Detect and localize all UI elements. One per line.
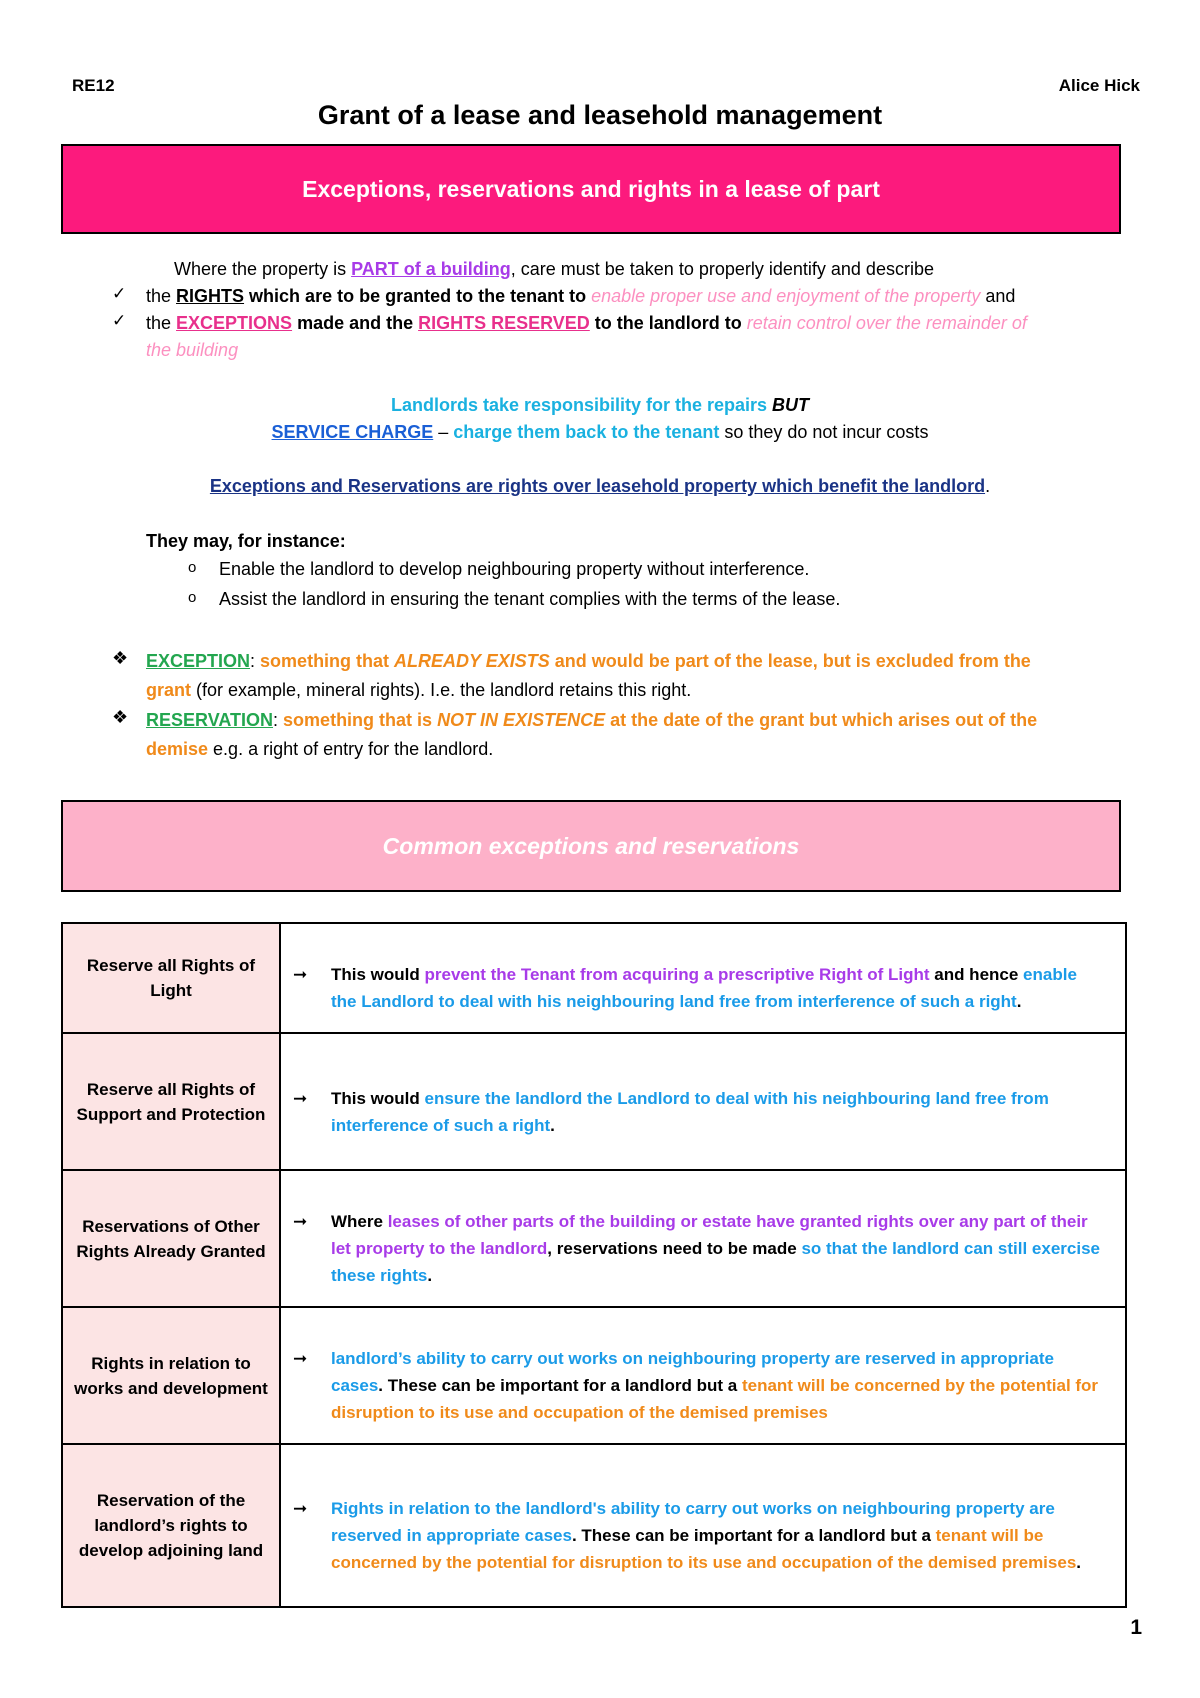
author-name: Alice Hick	[1058, 76, 1140, 95]
table-row	[62, 1444, 1126, 1607]
text: and would be part of the lease, but is excluded from the	[549, 651, 1031, 671]
text: enable proper use and enjoyment of the property	[591, 286, 981, 306]
text: tenant will be concerned by the potential for disruption to its use and occupation of the demised premises	[331, 1376, 1099, 1422]
service-charge-link: SERVICE CHARGE	[271, 422, 434, 442]
text: something that	[255, 651, 395, 671]
text: Where	[331, 1212, 388, 1231]
text: and	[980, 286, 1016, 306]
course-code: RE12	[72, 76, 115, 95]
row-label: Reservations of Other Rights Already Granted	[62, 1170, 280, 1307]
reservation-definition	[146, 707, 1037, 733]
section-banner-exceptions	[61, 144, 1121, 234]
bullet-icon: o	[188, 559, 197, 576]
table-row	[62, 1170, 1126, 1307]
table-row	[62, 1033, 1126, 1170]
desc-text	[331, 1085, 1101, 1139]
text: leases of other parts of the building or estate have granted rights over any part of their let property to the landlord	[331, 1212, 1088, 1258]
row-description	[280, 1170, 1126, 1307]
part-of-building-link: PART of a building	[351, 259, 511, 279]
text: charge them back to the tenant	[453, 422, 720, 442]
text: –	[433, 422, 454, 442]
text: NOT IN EXISTENCE	[437, 710, 606, 730]
text: Rights in relation to the landlord's ability to carry out works on neighbouring property are reserved in appropriate cases	[331, 1499, 1055, 1545]
desc-text	[331, 961, 1101, 1015]
text: Exceptions and Reservations are rights over leasehold property which benefit the landlord	[209, 476, 986, 496]
row-label: Reservation of the landlord’s rights to develop adjoining land	[62, 1444, 280, 1607]
text: enable the Landlord to deal with his neighbouring land free from interference of such a right	[331, 965, 1077, 1011]
text: landlord’s ability to carry out works on neighbouring property are reserved in appropriate cases	[331, 1349, 1054, 1395]
section-banner-common	[61, 800, 1121, 892]
text: ALREADY EXISTS	[394, 651, 550, 671]
diamond-bullet-icon: ❖	[112, 707, 129, 727]
instance-item: Assist the landlord in ensuring the tenant complies with the terms of the lease.	[219, 589, 841, 609]
arrow-icon: ➞	[293, 1349, 308, 1368]
exception-definition-cont	[146, 677, 691, 703]
desc-text	[331, 1208, 1101, 1289]
text: prevent the Tenant from acquiring a prescriptive Right of Light	[424, 965, 930, 984]
row-description	[280, 1307, 1126, 1444]
text: the	[146, 286, 177, 306]
row-description	[280, 923, 1126, 1033]
text: .	[1016, 992, 1022, 1011]
text: so that the landlord can still exercise these rights	[331, 1239, 1100, 1285]
arrow-icon: ➞	[293, 1088, 308, 1108]
definition-line	[0, 473, 1200, 499]
text: :	[273, 710, 279, 730]
text: demise	[146, 739, 209, 759]
arrow-icon: ➞	[293, 1499, 308, 1518]
arrow-icon: ➞	[293, 1212, 308, 1231]
instance-heading: They may, for instance:	[146, 531, 346, 551]
row-description	[280, 1444, 1126, 1607]
intro-text: Where the property is	[174, 259, 352, 279]
repairs-line	[0, 392, 1200, 418]
check-item-exceptions	[146, 310, 1027, 336]
text: .	[427, 1266, 433, 1285]
row-label: Rights in relation to works and development	[62, 1307, 280, 1444]
text: something that is	[278, 710, 438, 730]
text: which are to be granted to the tenant to	[244, 286, 592, 306]
exception-term: EXCEPTION	[146, 651, 251, 671]
row-description	[280, 1033, 1126, 1170]
text: so they do not incur costs	[719, 422, 929, 442]
exceptions-term: EXCEPTIONS	[176, 313, 293, 333]
text: grant	[146, 680, 191, 700]
desc-text	[331, 1495, 1101, 1576]
text: , reservations need to be made	[547, 1239, 802, 1258]
text: .	[550, 1115, 555, 1135]
text: :	[250, 651, 256, 671]
text: retain control over the remainder of	[746, 313, 1027, 333]
banner-title: Exceptions, reservations and rights in a lease of part	[302, 175, 880, 202]
banner-title: Common exceptions and reservations	[382, 832, 800, 859]
text: made and the	[292, 313, 419, 333]
text: Landlords take responsibility for the repairs	[390, 395, 773, 415]
check-item-continuation: the building	[146, 340, 239, 360]
text: ensure the landlord the Landlord to deal with his neighbouring land free from interference of such a right	[331, 1088, 1049, 1135]
text: . These can be important for a landlord but a	[378, 1376, 742, 1395]
exception-definition	[146, 648, 1031, 674]
checkmark-icon: ✓	[112, 284, 127, 303]
text: (for example, mineral rights). I.e. the landlord retains this right.	[191, 680, 692, 700]
text: tenant will be concerned by the potential for disruption to its use and occupation of the demised premises	[331, 1526, 1077, 1572]
table-row	[62, 1307, 1126, 1444]
text: This would	[331, 965, 425, 984]
checkmark-icon: ✓	[112, 311, 127, 330]
reservation-term: RESERVATION	[146, 710, 274, 730]
row-label: Reserve all Rights of Light	[62, 923, 280, 1033]
arrow-icon: ➞	[293, 965, 308, 984]
reservations-table	[61, 922, 1127, 1608]
text: .	[1076, 1553, 1082, 1572]
instance-item: Enable the landlord to develop neighbouring property without interference.	[219, 559, 810, 579]
intro-text-end: , care must be taken to properly identify and describe	[510, 259, 934, 279]
check-item-rights	[146, 283, 1015, 309]
rights-term: RIGHTS	[176, 286, 245, 306]
text: at the date of the grant but which arises out of the	[605, 710, 1038, 730]
rights-reserved-term: RIGHTS RESERVED	[418, 313, 590, 333]
text: and hence	[929, 965, 1024, 984]
text: . These can be important for a landlord but a	[571, 1526, 936, 1545]
page-number: 1	[1130, 1616, 1142, 1639]
desc-text	[331, 1345, 1101, 1426]
text: the	[146, 313, 177, 333]
text: .	[985, 476, 991, 496]
text: to the landlord to	[589, 313, 747, 333]
table-row	[62, 923, 1126, 1033]
page-title: Grant of a lease and leasehold management	[317, 100, 883, 130]
text: This would	[331, 1088, 425, 1108]
but-text: BUT	[772, 395, 810, 415]
text: e.g. a right of entry for the landlord.	[208, 739, 494, 759]
reservation-definition-cont	[146, 736, 493, 762]
service-charge-line	[0, 419, 1200, 445]
bullet-icon: o	[188, 589, 197, 606]
row-label: Reserve all Rights of Support and Protection	[62, 1033, 280, 1170]
intro-line	[174, 256, 934, 282]
diamond-bullet-icon: ❖	[112, 648, 129, 668]
